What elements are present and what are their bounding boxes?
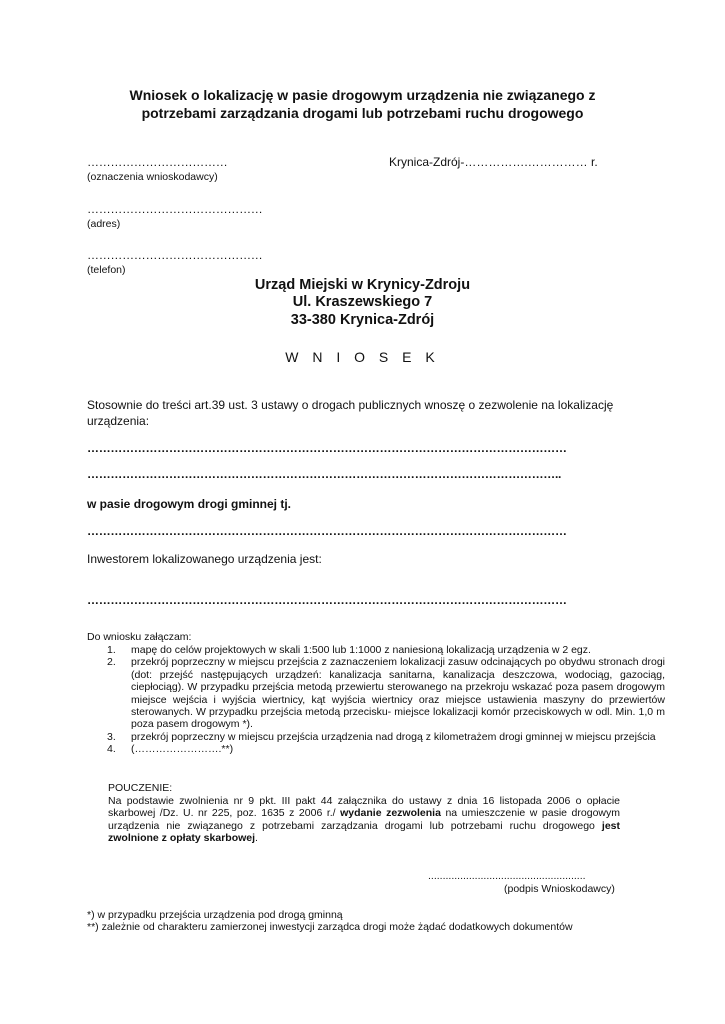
- attachment-number: 1.: [107, 644, 116, 656]
- applicant-address-dots: ………………………………………: [87, 202, 263, 216]
- attachment-text: (…………………….**): [131, 743, 234, 756]
- attachment-number: 2.: [107, 656, 116, 669]
- request-text-line-1: Stosownie do treści art.39 ust. 3 ustawy o drogach publicznych wnoszę o zezwolenie na lokalizację: [87, 398, 614, 412]
- notice-label: POUCZENIE:: [108, 782, 173, 794]
- attachments-intro: Do wniosku załączam:: [87, 631, 192, 643]
- road-dots-line: ……………………………………………………………………………………………………………: [87, 524, 567, 538]
- attachment-item: [107, 644, 665, 656]
- device-dots-line-2: …………………………………………………………………………………………………………..: [87, 467, 562, 481]
- attachment-text: mapę do celów projektowych w skali 1:500 lub 1:1000 z naniesioną lokalizacją urządzenia w 2 egz.: [131, 644, 591, 656]
- notice-emphasis-permit: wydanie zezwolenia: [340, 807, 441, 820]
- office-name: Urząd Miejski w Krynicy-Zdroju: [254, 277, 471, 293]
- investor-dots-line: ……………………………………………………………………………………………………………: [87, 593, 567, 607]
- notice-text: [108, 795, 620, 845]
- signature-dots: ......................................................: [428, 870, 586, 882]
- road-label: w pasie drogowym drogi gminnej tj.: [87, 497, 292, 511]
- office-street: Ul. Kraszewskiego 7: [292, 294, 433, 310]
- attachment-number: 4.: [107, 743, 116, 756]
- office-city: 33-380 Krynica-Zdrój: [290, 312, 435, 328]
- investor-label: Inwestorem lokalizowanego urządzenia jest:: [87, 552, 322, 566]
- applicant-address-label: (adres): [87, 218, 121, 230]
- device-dots-line-1: ……………………………………………………………………………………………………………: [87, 441, 567, 455]
- attachments-list: [87, 644, 665, 756]
- notice-text-part: na umieszczenie w pasie drogowym urządzenia nie związanego z potrzebami zarządzania drogami lub potrzebami ruchu drogowego: [108, 807, 620, 832]
- document-title-line-2: potrzebami zarządzania drogami lub potrzebami ruchu drogowego: [141, 105, 584, 121]
- notice-text-part: Na podstawie zwolnienia nr 9 pkt. III pakt 44 załącznika do ustawy z dnia 16 listopada 2006 o opłacie skarbowej /Dz. U. nr 225, poz. 1635 z 2006 r./: [108, 795, 620, 820]
- place-date-line: Krynica-Zdrój-…………….…………… r.: [389, 155, 598, 169]
- request-heading: W N I O S E K: [285, 349, 440, 365]
- attachment-item: [107, 743, 665, 756]
- notice-text-part: .: [255, 832, 258, 845]
- request-text-line-2: urządzenia:: [87, 414, 150, 428]
- attachment-number: 3.: [107, 730, 116, 743]
- footnote-2: **) zależnie od charakteru zamierzonej inwestycji zarządca drogi może żądać dodatkowych dokumentów: [87, 921, 573, 933]
- notice-emphasis-exempt: jest zwolnione z opłaty skarbowej: [108, 819, 620, 845]
- applicant-phone-label: (telefon): [87, 264, 126, 276]
- document-title-line-1: Wniosek o lokalizację w pasie drogowym urządzenia nie związanego z: [129, 87, 596, 103]
- attachment-text: przekrój poprzeczny w miejscu przejścia z zaznaczeniem lokalizacji zasuw odcinających po obydwu stronach drogi (dot: przejść następujących urządzeń: kanalizacja sanitarna, kanalizacja deszczowa, wodociąg, gazociąg, ciepłociąg). W przypadku przejścia metodą przewiertu sterowanego na przekroju wskazać poza pasem drogowym miejsce wejścia i wyjścia wiertnicy, kąt wyjścia wiertnicy oraz miejsce ustawienia maszyny do przewiertów sterowanych. W przypadku przejścia metodą przecisku- miejsce lokalizacji komór przeciskowych w odl. Min. 1,0 m poza pasem drogowym *).: [131, 656, 665, 731]
- footnote-1: *) w przypadku przejścia urządzenia pod drogą gminną: [87, 909, 343, 921]
- applicant-name-dots: ………………………………: [87, 155, 228, 169]
- applicant-phone-dots: ………………………………………: [87, 248, 263, 262]
- attachment-text: przekrój poprzeczny w miejscu przejścia urządzenia nad drogą z kilometrażem drogi gminnej w miejscu przejścia: [131, 730, 656, 743]
- attachment-item: [107, 730, 665, 743]
- applicant-name-label: (oznaczenia wnioskodawcy): [87, 171, 218, 183]
- attachment-item: [107, 656, 665, 731]
- signature-label: (podpis Wnioskodawcy): [504, 883, 615, 895]
